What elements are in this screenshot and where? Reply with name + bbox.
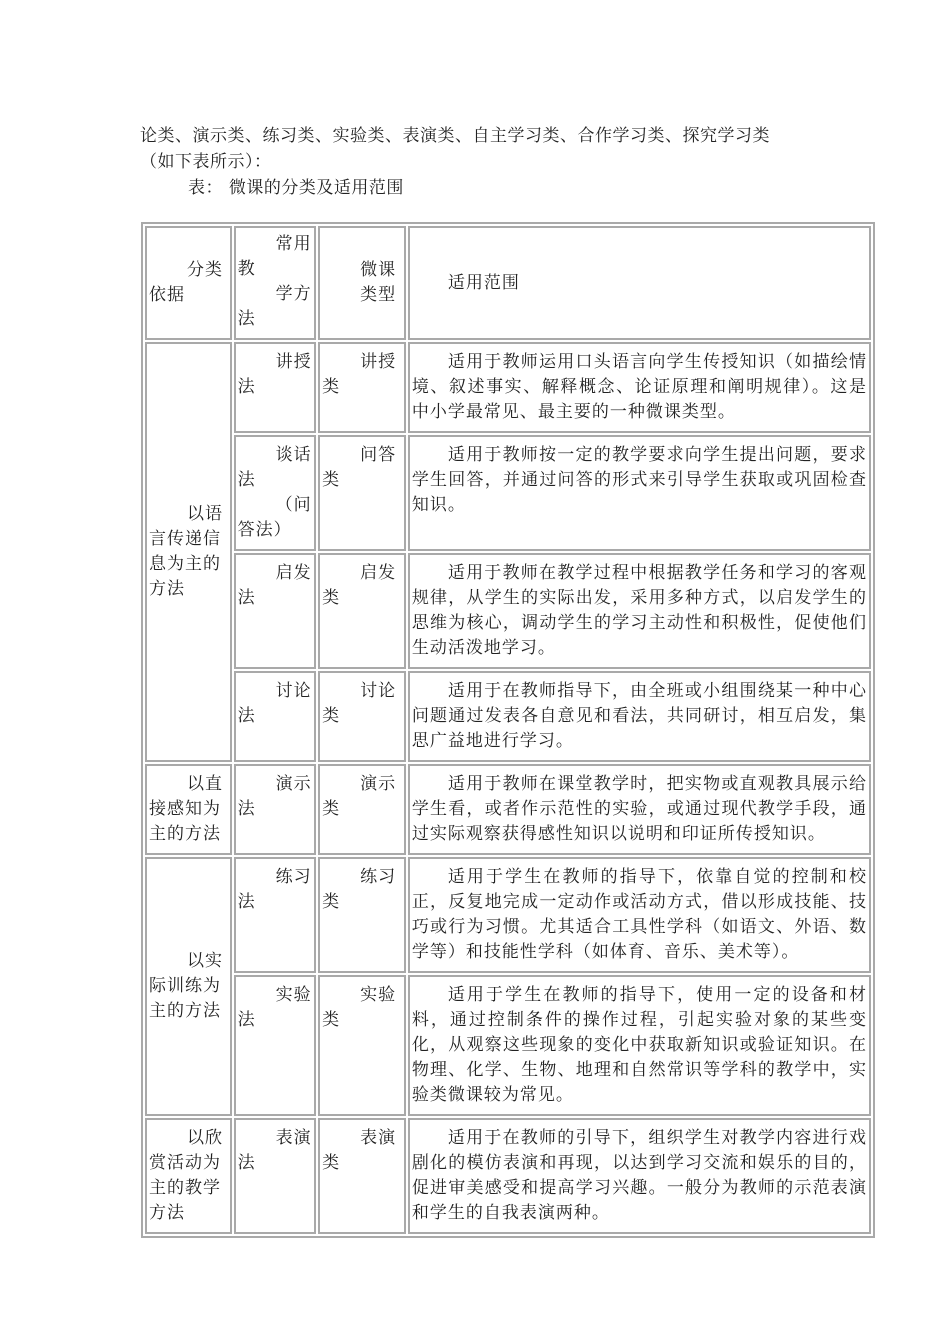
header-method: 常用 教 学方 法 xyxy=(234,226,317,340)
method-cell: 练习 法 xyxy=(234,857,317,973)
type-cell: 讨论 类 xyxy=(318,671,406,762)
table-row xyxy=(145,857,871,973)
scope-cell: 适用于在教师的引导下，组织学生对教学内容进行戏剧化的模仿表演和再现，以达到学习交流和娱乐的目的，促进审美感受和提高学习兴趣。一般分为教师的示范表演和学生的自我表演两种。 xyxy=(408,1118,871,1234)
type-cell: 启发 类 xyxy=(318,553,406,669)
type-cell: 问答 类 xyxy=(318,435,406,551)
category-cell: 以直 接感知为 主的方法 xyxy=(145,764,232,855)
type-cell: 演示 类 xyxy=(318,764,406,855)
scope-cell: 适用于教师按一定的教学要求向学生提出问题，要求学生回答，并通过问答的形式来引导学生获取或巩固检查知识。 xyxy=(408,435,871,551)
intro-text-line-2: （如下表所示）： xyxy=(140,152,272,172)
category-cell: 以欣 赏活动为 主的教学 方法 xyxy=(145,1118,232,1234)
header-type: 微课 类型 xyxy=(318,226,406,340)
table-row xyxy=(145,671,871,762)
type-cell: 讲授 类 xyxy=(318,342,406,433)
table-row xyxy=(145,1118,871,1234)
type-cell: 练习 类 xyxy=(318,857,406,973)
method-cell: 讲授 法 xyxy=(234,342,317,433)
header-basis: 分类 依据 xyxy=(145,226,232,340)
method-cell: 谈话 法 （问 答法） xyxy=(234,435,317,551)
category-cell: 以实 际训练为 主的方法 xyxy=(145,857,232,1116)
header-scope: 适用范围 xyxy=(408,226,871,340)
scope-cell: 适用于教师运用口头语言向学生传授知识（如描绘情境、叙述事实、解释概念、论证原理和阐明规律）。这是中小学最常见、最主要的一种微课类型。 xyxy=(408,342,871,433)
scope-cell: 适用于学生在教师的指导下，使用一定的设备和材料，通过控制条件的操作过程，引起实验对象的某些变化，从观察这些现象的变化中获取新知识或验证知识。在物理、化学、生物、地理和自然常识等学科的教学中，实验类微课较为常见。 xyxy=(408,975,871,1116)
scope-cell: 适用于学生在教师的指导下，依靠自觉的控制和校正，反复地完成一定动作或活动方式，借以形成技能、技巧或行为习惯。尤其适合工具性学科（如语文、外语、数学等）和技能性学科（如体育、音乐、美术等）。 xyxy=(408,857,871,973)
category-cell: 以语 言传递信 息为主的 方法 xyxy=(145,342,232,762)
table-row xyxy=(145,764,871,855)
type-cell: 实验 类 xyxy=(318,975,406,1116)
intro-text-line-1: 论类、演示类、练习类、实验类、表演类、自主学习类、合作学习类、探究学习类 xyxy=(140,126,770,146)
method-cell: 启发 法 xyxy=(234,553,317,669)
type-cell: 表演 类 xyxy=(318,1118,406,1234)
method-cell: 实验 法 xyxy=(234,975,317,1116)
scope-cell: 适用于在教师指导下，由全班或小组围绕某一种中心问题通过发表各自意见和看法，共同研讨，相互启发，集思广益地进行学习。 xyxy=(408,671,871,762)
method-cell: 表演 法 xyxy=(234,1118,317,1234)
method-cell: 演示 法 xyxy=(234,764,317,855)
scope-cell: 适用于教师在课堂教学时，把实物或直观教具展示给学生看，或者作示范性的实验，或通过现代教学手段，通过实际观察获得感性知识以说明和印证所传授知识。 xyxy=(408,764,871,855)
table-row xyxy=(145,553,871,669)
table-row xyxy=(145,342,871,433)
microlesson-classification-table xyxy=(141,222,875,1238)
table-header-row xyxy=(145,226,871,340)
table-caption: 表： 微课的分类及适用范围 xyxy=(188,178,404,198)
scope-cell: 适用于教师在教学过程中根据教学任务和学习的客观规律，从学生的实际出发，采用多种方式，以启发学生的思维为核心，调动学生的学习主动性和积极性，促使他们生动活泼地学习。 xyxy=(408,553,871,669)
method-cell: 讨论 法 xyxy=(234,671,317,762)
table-row xyxy=(145,975,871,1116)
table-row xyxy=(145,435,871,551)
